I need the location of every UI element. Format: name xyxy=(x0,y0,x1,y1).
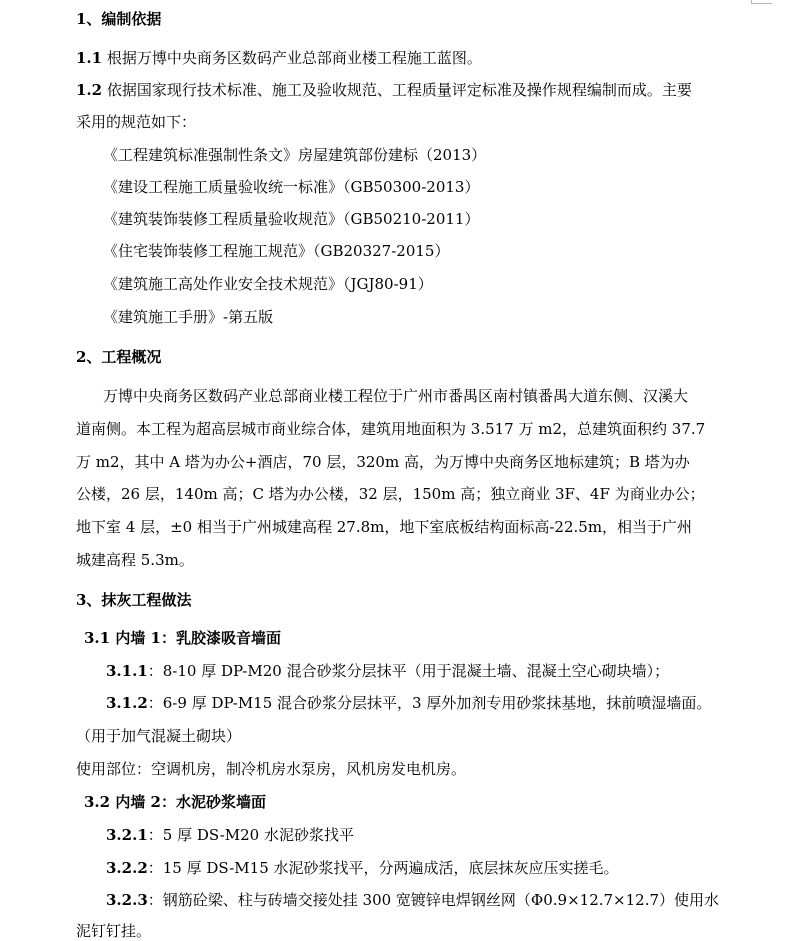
subsection-title: 内墙 2：水泥砂浆墙面 xyxy=(110,793,266,811)
item-3-2-3-continued: 泥钉钉挂。 xyxy=(76,922,152,940)
item-number: 3.1.2 xyxy=(106,694,148,712)
item-3-2-1 xyxy=(106,826,354,844)
standard-item: 《建设工程施工质量验收统一标准》（GB50300-2013） xyxy=(103,178,480,196)
standard-item: 《建筑施工手册》-第五版 xyxy=(103,308,274,326)
item-text: ：15 厚 DS-M15 水泥砂浆找平，分两遍成活，底层抹灰应压实搓毛。 xyxy=(147,859,619,877)
overview-line: 城建高程 5.3m。 xyxy=(76,551,194,569)
paragraph-text: 依据国家现行技术标准、施工及验收规范、工程质量评定标准及操作规程编制而成。主要 xyxy=(102,81,692,99)
subsection-number: 3.2 xyxy=(84,793,111,811)
subsection-3-2-title xyxy=(84,793,266,811)
item-text: ：钢筋砼梁、柱与砖墙交接处挂 300 宽镀锌电焊钢丝网（Φ0.9×12.7×12.7）使用水 xyxy=(147,891,720,909)
section-1-heading: 1、编制依据 xyxy=(76,10,162,28)
paragraph-number: 1.1 xyxy=(76,49,103,67)
overview-line: 公楼，26 层，140m 高；C 塔为办公楼，32 层，150m 高；独立商业 3F、4F 为商业办公； xyxy=(76,485,705,503)
item-text: ：6-9 厚 DP-M15 混合砂浆分层抹平，3 厚外加剂专用砂浆抹基地，抹前喷湿墙面。 xyxy=(147,694,712,712)
overview-line: 万博中央商务区数码产业总部商业楼工程位于广州市番禺区南村镇番禺大道东侧、汉溪大 xyxy=(103,387,689,405)
item-3-2-2 xyxy=(106,859,619,877)
paragraph-1-2-continued: 采用的规范如下： xyxy=(76,113,197,131)
item-3-1-2 xyxy=(106,694,711,712)
standard-item: 《工程建筑标准强制性条文》房屋建筑部份建标（2013） xyxy=(103,146,487,164)
paragraph-1-1 xyxy=(76,49,482,67)
item-3-1-2-continued: （用于加气混凝土砌块） xyxy=(76,727,242,745)
subsection-number: 3.1 xyxy=(84,629,111,647)
item-number: 3.1.1 xyxy=(106,662,148,680)
overview-line: 道南侧。本工程为超高层城市商业综合体，建筑用地面积为 3.517 万 m2，总建筑面积约 37.7 xyxy=(76,420,706,438)
subsection-title: 内墙 1：乳胶漆吸音墙面 xyxy=(110,629,281,647)
paragraph-number: 1.2 xyxy=(76,81,103,99)
subsection-3-1-title xyxy=(84,629,281,647)
item-3-2-3 xyxy=(106,891,719,909)
standard-item: 《住宅装饰装修工程施工规范》（GB20327-2015） xyxy=(103,242,450,260)
page-corner-mark xyxy=(751,0,772,4)
section-3-heading: 3、抹灰工程做法 xyxy=(76,591,192,609)
standard-item: 《建筑装饰装修工程质量验收规范》（GB50210-2011） xyxy=(103,210,480,228)
paragraph-text: 根据万博中央商务区数码产业总部商业楼工程施工蓝图。 xyxy=(102,49,482,67)
section-2-heading: 2、工程概况 xyxy=(76,348,162,366)
usage-location: 使用部位：空调机房，制冷机房水泵房，风机房发电机房。 xyxy=(76,760,467,778)
paragraph-1-2 xyxy=(76,81,692,99)
standard-item: 《建筑施工高处作业安全技术规范》（JGJ80-91） xyxy=(103,275,433,293)
item-text: ：8-10 厚 DP-M20 混合砂浆分层抹平（用于混凝土墙、混凝土空心砌块墙）； xyxy=(147,662,670,680)
item-3-1-1 xyxy=(106,662,669,680)
item-number: 3.2.1 xyxy=(106,826,148,844)
overview-line: 万 m2，其中 A 塔为办公+酒店，70 层，320m 高，为万博中央商务区地标建筑；B 塔为办 xyxy=(76,453,690,471)
item-number: 3.2.3 xyxy=(106,891,148,909)
overview-line: 地下室 4 层，±0 相当于广州城建高程 27.8m，地下室底板结构面标高-22.5m，相当于广州 xyxy=(76,518,693,536)
item-text: ：5 厚 DS-M20 水泥砂浆找平 xyxy=(147,826,354,844)
item-number: 3.2.2 xyxy=(106,859,148,877)
